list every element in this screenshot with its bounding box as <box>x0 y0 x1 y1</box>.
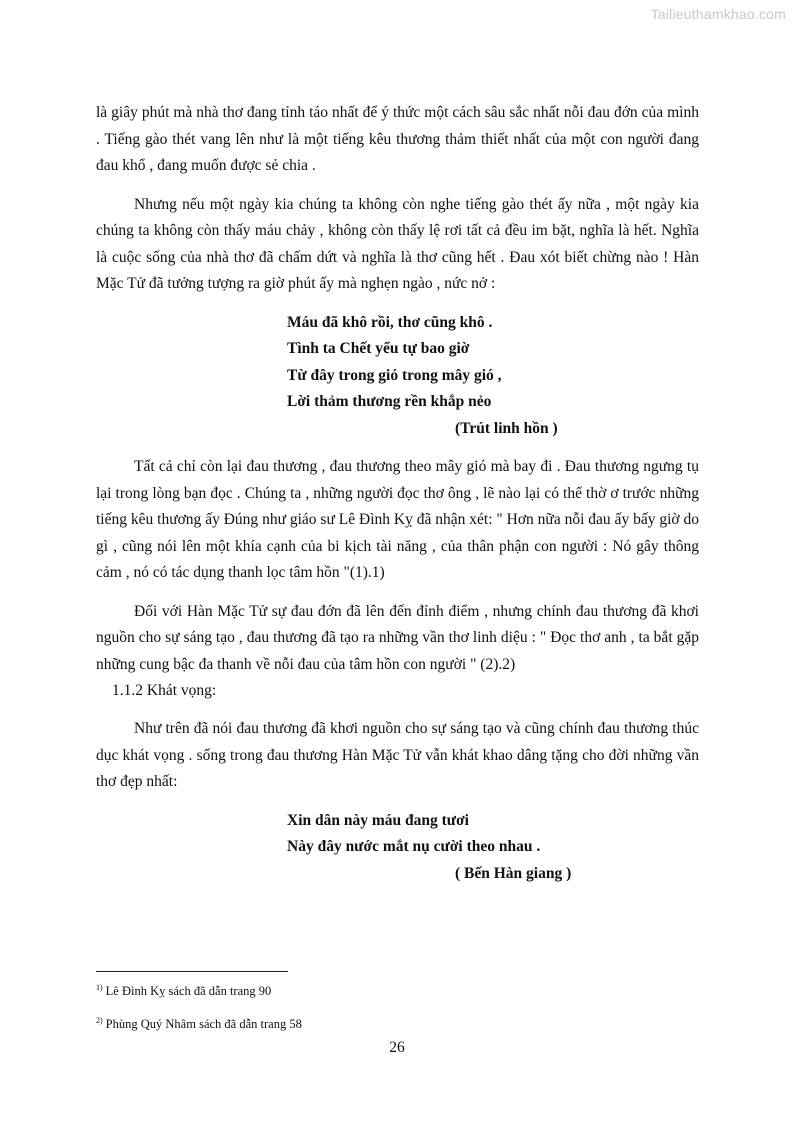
verse-source: (Trút linh hồn ) <box>455 419 558 437</box>
verse-trut-linh-hon <box>287 310 699 443</box>
footnote <box>96 980 496 999</box>
verse-line: Từ đây trong gió trong mây gió , <box>287 366 502 384</box>
page-number: 26 <box>389 1039 405 1056</box>
paragraph-1: là giây phút mà nhà thơ đang tỉnh táo nhất để ý thức một cách sâu sắc nhất nỗi đau đớn của mình . Tiếng gào thét vang lên như là một tiếng kêu thương thảm thiết nhất của một con người đang đau khổ , đang muốn được sẻ chia . <box>96 104 699 174</box>
verse-line: Máu đã khô rồi, thơ cũng khô . <box>287 313 493 331</box>
footnote-text: Lê Đình Kỵ sách đã dẫn trang 90 <box>105 984 272 999</box>
footnote-mark: 2) <box>96 1016 103 1026</box>
verse-line: Xin dân này máu đang tươi <box>287 811 469 829</box>
paragraph-2: Nhưng nếu một ngày kia chúng ta không còn nghe tiếng gào thét ấy nữa , một ngày kia chúng ta không còn thấy máu chảy , không còn thấy lệ rơi tất cả đều im bặt, nghĩa là hết. Nghĩa là cuộc sống của nhà thơ đã chấm dứt và nghĩa là thơ cũng hết . Đau xót biết chừng nào ! Hàn Mặc Tử đã tưởng tượng ra giờ phút ấy mà nghẹn ngào , nức nở : <box>96 195 699 292</box>
footnote-mark: 1) <box>96 983 103 992</box>
page-body <box>96 100 699 887</box>
footnote-text: Phùng Quý Nhâm sách đã dẫn trang 58 <box>105 1017 302 1032</box>
footnote-divider <box>96 971 288 972</box>
verse-ben-han-giang <box>287 808 699 888</box>
paragraph-4: Đối với Hàn Mặc Tử sự đau đớn đã lên đến đỉnh điểm , nhưng chính đau thương đã khơi nguồn cho sự sáng tạo , đau thương đã tạo ra những vần thơ linh diệu : " Đọc thơ anh , ta bắt gặp những cung bậc đa thanh về nỗi đau của tâm hồn con người " (2).2) <box>96 602 699 673</box>
footnotes <box>96 971 496 1046</box>
section-heading: 1.1.2 Khát vọng: <box>112 682 217 699</box>
verse-line: Lời thảm thương rền khắp nẻo <box>287 393 492 410</box>
verse-line: Tình ta Chết yểu tự bao giờ <box>287 340 470 357</box>
footnote <box>96 1013 496 1032</box>
watermark: Tailieuthamkhao.com <box>650 6 786 22</box>
verse-source: ( Bến Hàn giang ) <box>455 864 572 882</box>
verse-line: Này đây nước mắt nụ cười theo nhau . <box>287 838 541 855</box>
paragraph-5: Như trên đã nói đau thương đã khơi nguồn cho sự sáng tạo và cũng chính đau thương thúc dục khát vọng . sống trong đau thương Hàn Mặc Tử vẫn khát khao dâng tặng cho đời những vần thơ đẹp nhất: <box>96 720 699 790</box>
paragraph-3: Tất cả chỉ còn lại đau thương , đau thương theo mây gió mà bay đi . Đau thương ngưng tụ lại trong lòng bạn đọc . Chúng ta , những người đọc thơ ông , lẽ nào lại có thể thờ ơ trước những tiếng kêu thương ấy Đúng như giáo sư Lê Đình Kỵ đã nhận xét: " Hơn nữa nỗi đau ấy bấy giờ do gì , cũng nói lên một khía cạnh của bi kịch tài năng , của thân phận con người : Nó gây thông cảm , nó có tác dụng thanh lọc tâm hồn "(1).1) <box>96 458 699 581</box>
